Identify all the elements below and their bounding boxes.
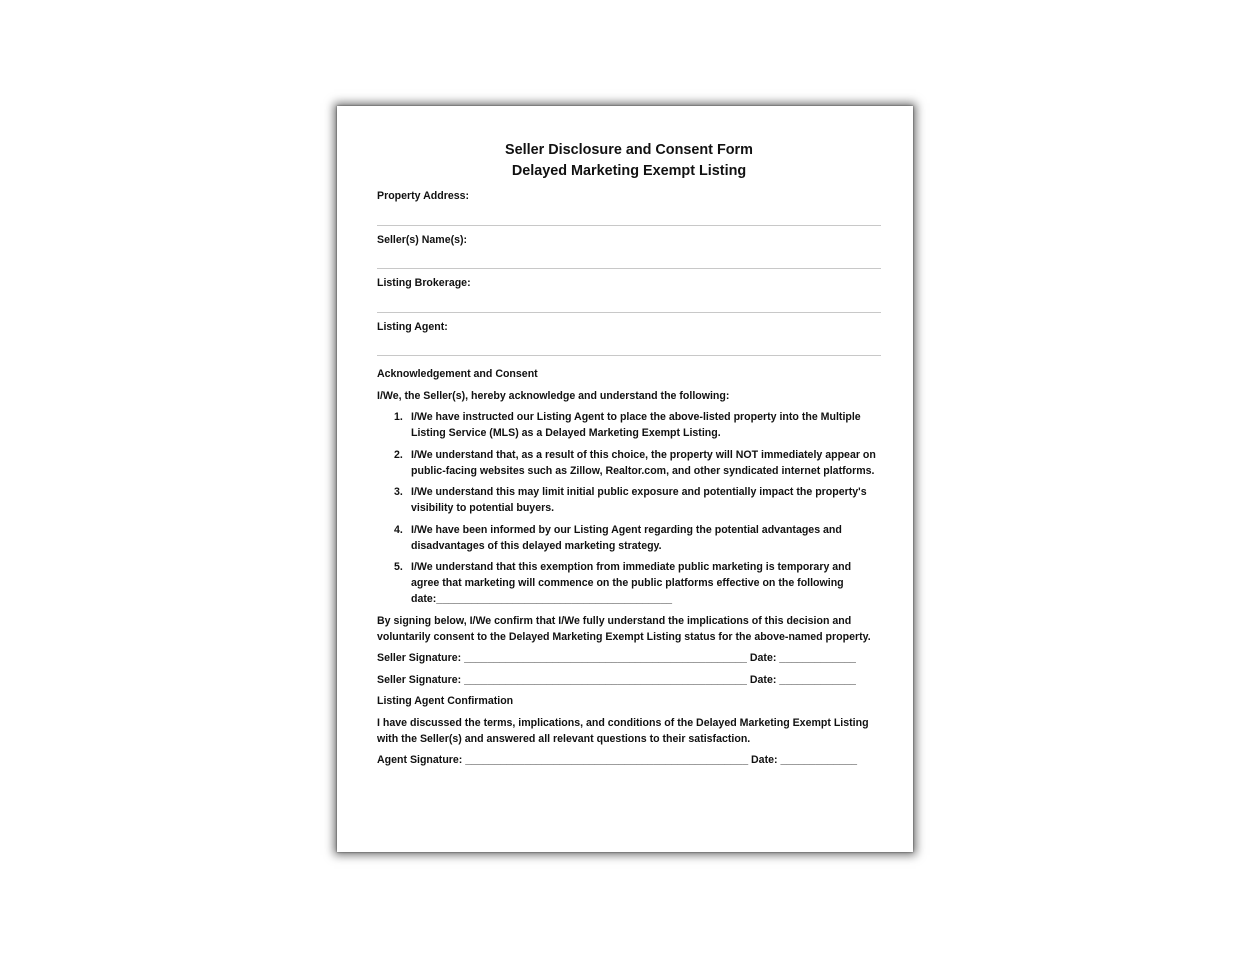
listing-agent-label: Listing Agent:	[377, 320, 448, 333]
seller-signature-line-1[interactable]: Seller Signature: ________________________________________________ Date: _____________	[377, 652, 856, 664]
ack-heading: Acknowledgement and Consent	[377, 368, 538, 380]
agent-confirmation-heading: Listing Agent Confirmation	[377, 695, 514, 707]
list-item-text: I/We understand that, as a result of this choice, the property will NOT immediately appear on public-facing websites such as Zillow, Realtor.com, and other syndicated internet platforms.	[411, 448, 876, 477]
acknowledgement-list	[377, 409, 881, 607]
document-page	[337, 106, 913, 852]
agent-signature-line[interactable]: Agent Signature: ________________________________________________ Date: _____________	[377, 754, 858, 766]
list-number: 3.	[394, 486, 403, 498]
list-item	[377, 522, 881, 554]
list-number: 2.	[394, 448, 403, 461]
list-number: 4.	[394, 523, 403, 536]
list-item-text: I/We understand that this exemption from immediate public marketing is temporary and agree that marketing will commence on the public platforms effective on the following date:________________________________________	[411, 561, 852, 605]
seller-names-label: Seller(s) Name(s):	[377, 233, 468, 246]
list-item-text: I/We have instructed our Listing Agent to place the above-listed property into the Multiple Listing Service (MLS) as a Delayed Marketing Exempt Listing.	[411, 411, 861, 439]
listing-brokerage-label: Listing Brokerage:	[377, 277, 471, 289]
listing-brokerage-field[interactable]	[377, 269, 881, 313]
property-address-label: Property Address:	[377, 190, 470, 202]
listing-agent-field[interactable]	[377, 313, 881, 357]
field-rule	[377, 355, 881, 356]
seller-names-field[interactable]	[377, 226, 881, 270]
list-number: 1.	[394, 411, 403, 423]
seller-signature-line-2[interactable]: Seller Signature: ________________________________________________ Date: _____________	[377, 673, 856, 686]
confirm-statement: By signing below, I/We confirm that I/We fully understand the implications of this decision and voluntarily consent to the Delayed Marketing Exempt Listing status for the above-named property.	[377, 614, 871, 643]
agent-confirmation-text: I have discussed the terms, implications, and conditions of the Delayed Marketing Exempt Listing with the Seller(s) and answered all relevant questions to their satisfaction.	[377, 716, 869, 745]
list-item	[377, 409, 881, 441]
list-item-text: I/We have been informed by our Listing Agent regarding the potential advantages and disadvantages of this delayed marketing strategy.	[411, 523, 842, 552]
form-subtitle: Delayed Marketing Exempt Listing	[511, 163, 747, 179]
list-item	[377, 559, 881, 607]
ack-intro: I/We, the Seller(s), hereby acknowledge and understand the following:	[377, 389, 730, 402]
list-item	[377, 484, 881, 516]
document-content	[377, 140, 881, 768]
list-item-text: I/We understand this may limit initial public exposure and potentially impact the property's visibility to potential buyers.	[411, 486, 867, 514]
form-title: Seller Disclosure and Consent Form	[505, 142, 753, 158]
list-number: 5.	[394, 561, 403, 573]
property-address-field[interactable]	[377, 182, 881, 226]
list-item	[377, 447, 881, 479]
